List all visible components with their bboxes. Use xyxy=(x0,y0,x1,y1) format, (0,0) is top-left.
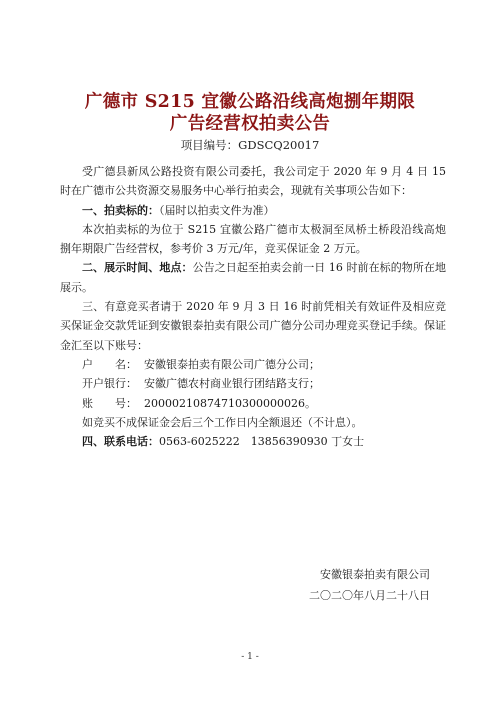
account-bank-label: 开户银行： xyxy=(82,377,137,391)
document-body xyxy=(60,162,446,451)
account-number-value: 20000210874710300000026。 xyxy=(144,396,316,410)
account-name-row xyxy=(60,355,446,374)
document-title-line2: 广告经营权拍卖公告 xyxy=(169,114,331,134)
section-2-paragraph xyxy=(60,258,446,297)
document-title-line1: 广德市 S215 宜徽公路沿线高炮捌年期限 xyxy=(84,92,416,112)
account-bank-value: 安徽广德农村商业银行团结路支行； xyxy=(144,377,320,391)
page-number: - 1 - xyxy=(241,652,259,662)
section-1-note: （届时以拍卖文件为准） xyxy=(159,203,275,217)
section-3-paragraph: 三、有意竞买者请于 2020 年 9 月 3 日 16 时前凭相关有效证件及相应竞买保证金交款凭证到安徽银泰拍卖有限公司广德分公司办理竞买登记手续。保证金汇至以下账号： xyxy=(60,300,446,352)
signature-company: 安徽银泰拍卖有限公司 xyxy=(320,568,430,581)
section-4-paragraph xyxy=(60,432,446,451)
contact-phone: 0563-6025222 13856390930 丁女士 xyxy=(159,435,365,449)
account-bank-row xyxy=(60,374,446,393)
section-2-text: 公告之日起至拍卖会前一日 16 时前在标的物所在地展示。 xyxy=(60,261,446,294)
intro-paragraph: 受广德县新凤公路投资有限公司委托，我公司定于 2020 年 9 月 4 日 15 时在广德市公共资源交易服务中心举行拍卖会，现就有关事项公告如下： xyxy=(60,165,446,198)
section-1-heading-line xyxy=(60,201,446,220)
account-name-value: 安徽银泰拍卖有限公司广德分公司； xyxy=(144,357,320,371)
project-number: 项目编号：GDSCQ20017 xyxy=(180,138,320,152)
account-number-label: 账 号： xyxy=(82,396,137,410)
section-4-heading: 四、联系电话： xyxy=(82,435,159,449)
section-1-heading: 一、拍卖标的： xyxy=(82,203,159,217)
section-1-paragraph: 本次拍卖标的为位于 S215 宜徽公路广德市太极洞至凤桥土桥段沿线高炮捌年期限广告经营权，参考价 3 万元/年，竞买保证金 2 万元。 xyxy=(60,222,446,256)
account-name-label: 户 名： xyxy=(82,357,137,371)
refund-note: 如竞买不成保证金会后三个工作日内全额退还（不计息）。 xyxy=(82,415,363,429)
account-number-row xyxy=(60,394,446,413)
section-2-heading: 二、展示时间、地点： xyxy=(82,261,193,275)
signature-date: 二〇二〇年八月二十八日 xyxy=(309,589,430,602)
